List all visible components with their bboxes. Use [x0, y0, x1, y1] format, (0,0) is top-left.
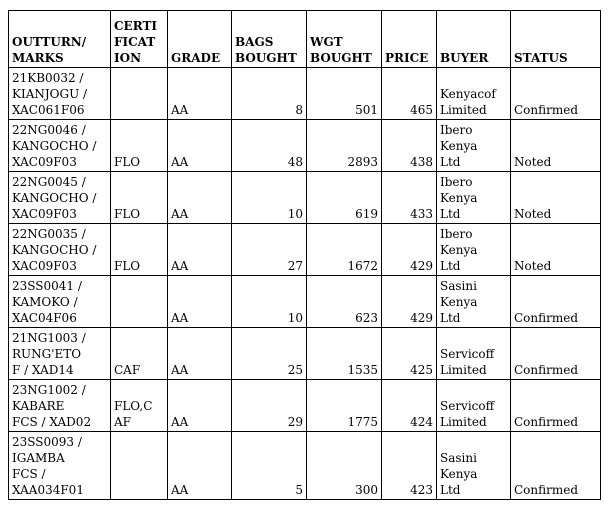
cell-price: 425 — [382, 328, 437, 380]
cell-outturn: 23SS0093 / IGAMBA FCS / XAA034F01 — [9, 432, 111, 500]
cell-wgt: 300 — [307, 432, 382, 500]
cell-cert: CAF — [111, 328, 168, 380]
cell-buyer: Servicoff Limited — [437, 380, 511, 432]
cell-wgt: 623 — [307, 276, 382, 328]
cell-buyer: Sasini Kenya Ltd — [437, 432, 511, 500]
table-row — [9, 432, 601, 500]
table-row — [9, 120, 601, 172]
cell-bags: 29 — [232, 380, 307, 432]
cell-buyer: Ibero Kenya Ltd — [437, 120, 511, 172]
cell-price: 438 — [382, 120, 437, 172]
cell-grade: AA — [168, 68, 232, 120]
cell-cert: FLO — [111, 120, 168, 172]
cell-status: Confirmed — [511, 380, 601, 432]
cell-wgt: 619 — [307, 172, 382, 224]
cell-status: Confirmed — [511, 68, 601, 120]
header-buyer: BUYER — [437, 11, 511, 68]
cell-price: 433 — [382, 172, 437, 224]
cell-status: Confirmed — [511, 328, 601, 380]
cell-price: 429 — [382, 224, 437, 276]
header-grade: GRADE — [168, 11, 232, 68]
table-row — [9, 172, 601, 224]
cell-bags: 8 — [232, 68, 307, 120]
cell-buyer: Servicoff Limited — [437, 328, 511, 380]
cell-grade: AA — [168, 380, 232, 432]
header-outturn-marks: OUTTURN/ MARKS — [9, 11, 111, 68]
cell-cert — [111, 276, 168, 328]
cell-outturn: 23SS0041 / KAMOKO / XAC04F06 — [9, 276, 111, 328]
cell-status: Noted — [511, 224, 601, 276]
cell-wgt: 1535 — [307, 328, 382, 380]
cell-price: 429 — [382, 276, 437, 328]
cell-grade: AA — [168, 224, 232, 276]
cell-bags: 27 — [232, 224, 307, 276]
cell-bags: 10 — [232, 276, 307, 328]
coffee-auction-table — [8, 10, 601, 500]
cell-outturn: 22NG0035 / KANGOCHO / XAC09F03 — [9, 224, 111, 276]
cell-grade: AA — [168, 432, 232, 500]
cell-outturn: 21NG1003 / RUNG'ETO F / XAD14 — [9, 328, 111, 380]
table-row — [9, 224, 601, 276]
cell-grade: AA — [168, 172, 232, 224]
table-row — [9, 328, 601, 380]
cell-grade: AA — [168, 328, 232, 380]
cell-bags: 5 — [232, 432, 307, 500]
cell-status: Noted — [511, 172, 601, 224]
table-row — [9, 68, 601, 120]
header-wgt-bought: WGT BOUGHT — [307, 11, 382, 68]
header-certification: CERTI FICAT ION — [111, 11, 168, 68]
cell-status: Noted — [511, 120, 601, 172]
cell-bags: 10 — [232, 172, 307, 224]
cell-outturn: 22NG0045 / KANGOCHO / XAC09F03 — [9, 172, 111, 224]
header-price: PRICE — [382, 11, 437, 68]
cell-wgt: 1775 — [307, 380, 382, 432]
cell-cert: FLO,C AF — [111, 380, 168, 432]
cell-cert: FLO — [111, 172, 168, 224]
table-row — [9, 380, 601, 432]
cell-cert: FLO — [111, 224, 168, 276]
header-row — [9, 11, 601, 68]
cell-price: 465 — [382, 68, 437, 120]
cell-price: 423 — [382, 432, 437, 500]
cell-wgt: 501 — [307, 68, 382, 120]
table-row — [9, 276, 601, 328]
cell-outturn: 21KB0032 / KIANJOGU / XAC061F06 — [9, 68, 111, 120]
cell-outturn: 23NG1002 / KABARE FCS / XAD02 — [9, 380, 111, 432]
cell-wgt: 2893 — [307, 120, 382, 172]
cell-status: Confirmed — [511, 432, 601, 500]
cell-buyer: Sasini Kenya Ltd — [437, 276, 511, 328]
cell-buyer: Ibero Kenya Ltd — [437, 172, 511, 224]
cell-cert — [111, 68, 168, 120]
cell-cert — [111, 432, 168, 500]
header-status: STATUS — [511, 11, 601, 68]
cell-grade: AA — [168, 276, 232, 328]
cell-buyer: Ibero Kenya Ltd — [437, 224, 511, 276]
cell-grade: AA — [168, 120, 232, 172]
cell-bags: 25 — [232, 328, 307, 380]
cell-bags: 48 — [232, 120, 307, 172]
cell-buyer: Kenyacof Limited — [437, 68, 511, 120]
header-bags-bought: BAGS BOUGHT — [232, 11, 307, 68]
cell-wgt: 1672 — [307, 224, 382, 276]
cell-price: 424 — [382, 380, 437, 432]
cell-status: Confirmed — [511, 276, 601, 328]
cell-outturn: 22NG0046 / KANGOCHO / XAC09F03 — [9, 120, 111, 172]
